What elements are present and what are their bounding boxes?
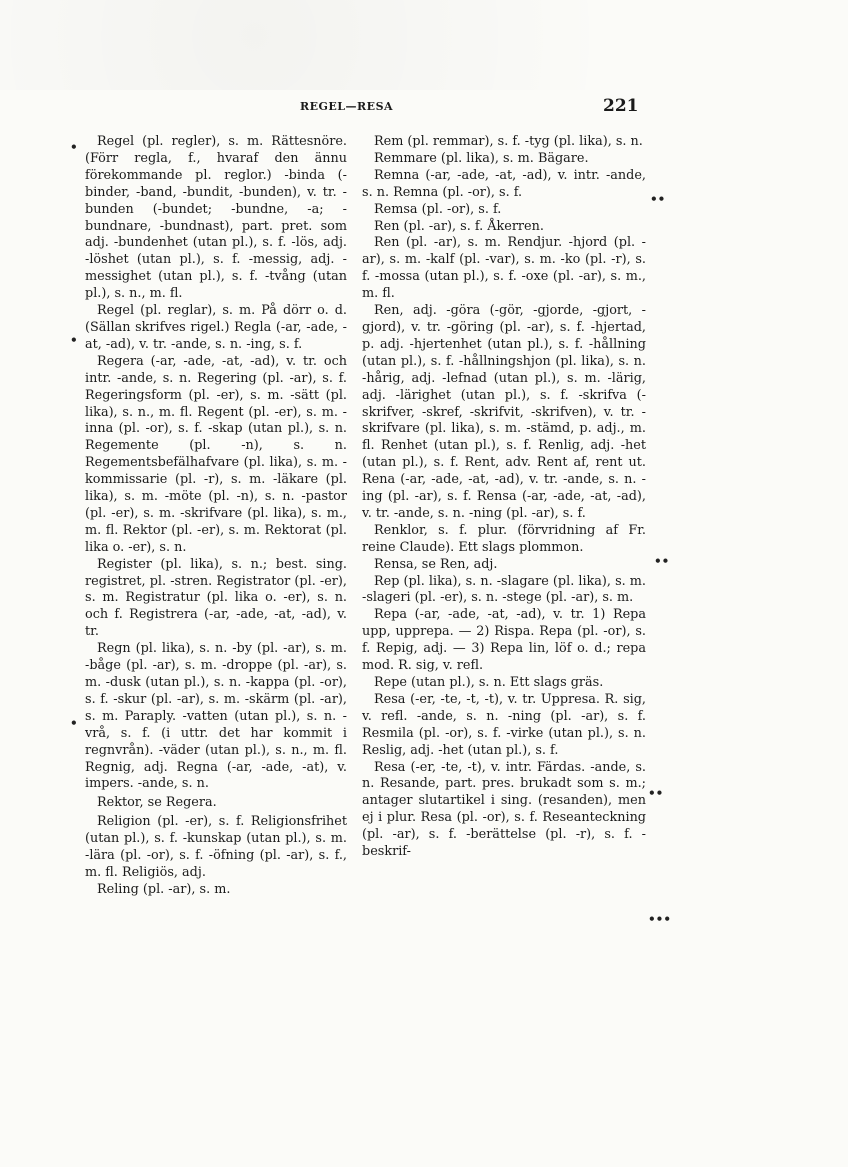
- dictionary-entry: Resa (-er, -te, -t), v. intr. Färdas. -ande, s. n. Resande, part. pres. brukadt som s. m.; antager slutartikel i sing. (resanden), men ej i plur. Resa (pl. -or), s. f. Reseanteckning (pl. -ar), s. f. -berättelse (pl. -r), s. f. -beskrif-: [362, 759, 646, 860]
- page-number: 221: [603, 96, 639, 116]
- dictionary-entry: Register (pl. lika), s. n.; best. sing. registret, pl. -stren. Registrator (pl. -er), s. m. Registratur (pl. lika o. -er), s. n. och f. Registrera (-ar, -ade, -at, -ad), v. tr.: [85, 556, 347, 640]
- dictionary-entry: Rensa, se Ren, adj.: [374, 556, 498, 572]
- left-column: [85, 134, 347, 899]
- dictionary-entry: Ren (pl. -ar), s. f. Åkerren.: [374, 218, 544, 234]
- margin-mark: •: [70, 333, 78, 347]
- dictionary-entry: Remmare (pl. lika), s. m. Bägare.: [374, 150, 589, 166]
- dictionary-entry: Rektor, se Regera.: [97, 795, 217, 811]
- dictionary-entry: Renklor, s. f. plur. (förvridning af Fr. reine Claude). Ett slags plommon.: [362, 522, 646, 555]
- dictionary-entry: Religion (pl. -er), s. f. Religionsfrihet (utan pl.), s. f. -kunskap (utan pl.), s. m. -lära (pl. -or), s. f. -öfning (pl. -ar), s. f., m. fl. Religiös, adj.: [85, 814, 347, 880]
- dictionary-entry: Ren, adj. -göra (-gör, -gjorde, -gjort, -gjord), v. tr. -göring (pl. -ar), s. f. -hjertad, p. adj. -hjertenhet (utan pl.), s. f. -hållning (utan pl.), s. f. -hållningshjon (pl. lika), s. n. -hårig, adj. -lefnad (utan pl.), s. m. -lärig, adj. -lärighet (utan pl.), s. f. -skrifva (-skrifver, -skref, -skrifvit, -skrifven), v. tr. -skrifvare (pl. lika), s. m. -stämd, p. adj., m. fl. Renhet (utan pl.), s. f. Renlig, adj. -het (utan pl.), s. f. Rent, adv. Rent af, rent ut. Rena (-ar, -ade, -at, -ad), v. tr. -ande, s. n. -ing (pl. -ar), s. f. Rensa (-ar, -ade, -at, -ad), v. tr. -ande, s. n. -ning (pl. -ar), s. f.: [362, 303, 646, 521]
- dictionary-entry: Repe (utan pl.), s. n. Ett slags gräs.: [374, 675, 604, 690]
- running-head: REGEL—RESA: [300, 100, 394, 113]
- margin-mark: ••: [648, 786, 664, 800]
- dictionary-entry: Ren (pl. -ar), s. m. Rendjur. -hjord (pl. -ar), s. m. -kalf (pl. -var), s. m. -ko (pl. -r), s. f. -mossa (utan pl.), s. f. -oxe (pl. -ar), s. m., m. fl.: [362, 235, 646, 302]
- right-column: [362, 134, 646, 861]
- dictionary-entry: Resa (-er, -te, -t, -t), v. tr. Uppresa. R. sig, v. refl. -ande, s. n. -ning (pl. -ar), s. f. Resmila (pl. -or), s. f. -virke (utan pl.), s. n. Reslig, adj. -het (utan pl.), s. f.: [362, 691, 646, 758]
- dictionary-entry: Repa (-ar, -ade, -at, -ad), v. tr. 1) Repa upp, uppreра. — 2) Rispa. Repa (pl. -or), s. f. Repig, adj. — 3) Repa lin, löf o. d.; repa mod. R. sig, v. refl.: [362, 607, 646, 674]
- dictionary-entry: Rep (pl. lika), s. n. -slagare (pl. lika), s. m. -slageri (pl. -er), s. n. -stege (pl. -ar), s. m.: [362, 573, 646, 606]
- dictionary-entry: Rem (pl. remmar), s. f. -tyg (pl. lika), s. n.: [374, 134, 643, 149]
- dictionary-entry: Remna (-ar, -ade, -at, -ad), v. intr. -ande, s. n. Remna (pl. -or), s. f.: [362, 167, 646, 200]
- margin-mark: ••: [654, 554, 670, 568]
- margin-mark: •••: [648, 912, 672, 926]
- margin-mark: •: [70, 716, 78, 730]
- dictionary-entry: Reling (pl. -ar), s. m.: [97, 881, 231, 897]
- margin-mark: •: [70, 140, 78, 154]
- dictionary-entry: Remsa (pl. -or), s. f.: [374, 201, 502, 217]
- dictionary-entry: Regel (pl. reglar), s. m. På dörr o. d. (Sällan skrifves rigel.) Regla (-ar, -ade, -at, -ad), v. tr. -ande, s. n. -ing, s. f.: [85, 303, 347, 352]
- dictionary-entry: Regel (pl. regler), s. m. Rättesnöre. (Förr regla, f., hvaraf den ännu förekommande pl. reglor.) -binda (-binder, -band, -bundit, -bunden), v. tr. -bunden (-bundet; -bundne, -a; -bundnare, -bundnast), part. pret. som adj. -bundenhet (utan pl.), s. f. -lös, adj. -löshet (utan pl.), s. f. -messig, adj. -messighet (utan pl.), s. f. -tvång (utan pl.), s. n., m. fl.: [85, 134, 347, 302]
- dictionary-entry: Regera (-ar, -ade, -at, -ad), v. tr. och intr. -ande, s. n. Regering (pl. -ar), s. f. Regeringsform (pl. -er), s. m. -sätt (pl. lika), s. n., m. fl. Regent (pl. -er), s. m. -inna (pl. -or), s. f. -skap (utan pl.), s. n. Regemente (pl. -n), s. n. Regementsbefälhafvare (pl. lika), s. m. -kommissarie (pl. -r), s. m. -läkare (pl. lika), s. m. -möte (pl. -n), s. n. -pastor (pl. -er), s. m. -skrifvare (pl. lika), s. m., m. fl. Rektor (pl. -er), s. m. Rektorat (pl. lika o. -er), s. n.: [85, 353, 347, 555]
- margin-mark: ••: [650, 192, 666, 206]
- dictionary-entry: Regn (pl. lika), s. n. -by (pl. -ar), s. m. -båge (pl. -ar), s. m. -droppe (pl. -ar), s. m. -dusk (utan pl.), s. n. -kappa (pl. -or), s. f. -skur (pl. -ar), s. m. -skärm (pl. -ar), s. m. Paraply. -vatten (utan pl.), s. n. -vrå, s. f. (i uttr. det har kommit i regnvrån). -väder (utan pl.), s. n., m. fl. Regnig, adj. Regna (-ar, -ade, -at), v. impers. -ande, s. n.: [85, 641, 347, 792]
- paper-texture: [0, 0, 848, 90]
